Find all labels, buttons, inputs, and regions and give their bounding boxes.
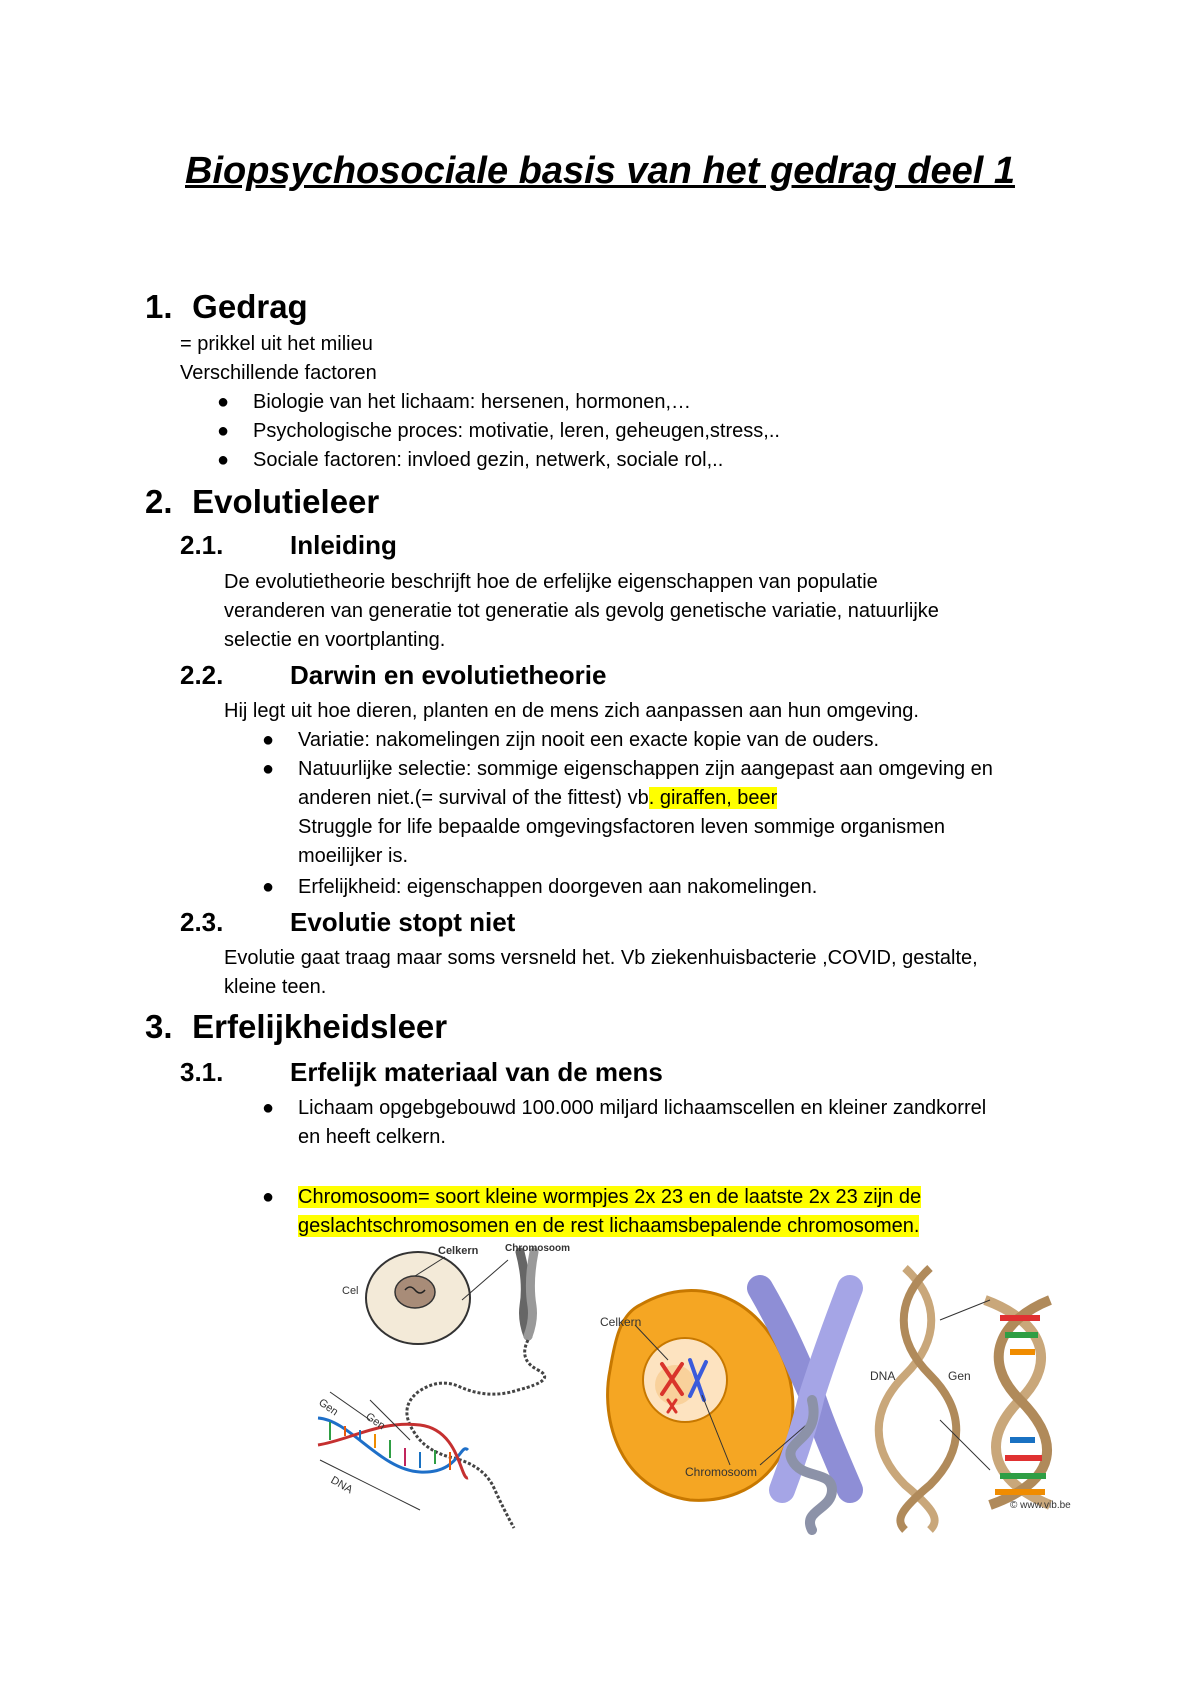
list-item: ● Lichaam opgebgebouwd 100.000 miljard lichaamscellen en kleiner zandkorrel <box>298 1094 986 1123</box>
figure-left-cell-diagram <box>316 1243 570 1528</box>
list-item: ● Natuurlijke selectie: sommige eigenschappen zijn aangepast aan omgeving en <box>298 755 993 784</box>
list-item: ● Sociale factoren: invloed gezin, netwerk, sociale rol,.. <box>253 446 723 475</box>
paragraph-line: kleine teen. <box>224 976 327 998</box>
bullet-icon: ● <box>217 391 230 413</box>
label-cel: Cel <box>342 1285 359 1297</box>
section-title: Evolutieleer <box>192 483 380 520</box>
bullet-icon: ● <box>262 1097 275 1119</box>
factors-line: Verschillende factoren <box>180 362 377 384</box>
section-title: Erfelijkheidsleer <box>192 1008 448 1045</box>
list-item-continuation: Struggle for life bepaalde omgevingsfactoren leven sommige organismen <box>298 816 946 838</box>
paragraph-line: Evolutie gaat traag maar soms versneld het. Vb ziekenhuisbacterie ,COVID, gestalte, <box>224 947 978 969</box>
nucleus-shape <box>395 1276 435 1308</box>
paragraph-line: De evolutietheorie beschrijft hoe de erfelijke eigenschappen van populatie <box>224 571 878 593</box>
paragraph-line: selectie en voortplanting. <box>224 629 446 651</box>
subsection-2-1-heading: 2.1. Inleiding <box>180 530 397 560</box>
subsection-2-2-heading: 2.2. Darwin en evolutietheorie <box>180 660 607 690</box>
document-title: Biopsychosociale basis van het gedrag deel 1 <box>185 150 1015 192</box>
section-number: 3. <box>145 1008 173 1045</box>
bullet-icon: ● <box>262 729 275 751</box>
bullet-icon: ● <box>262 876 275 898</box>
highlighted-text: . giraffen, beer <box>648 787 778 809</box>
section-title: Gedrag <box>192 288 308 325</box>
subsection-2-3-heading: 2.3. Evolutie stopt niet <box>180 907 516 937</box>
label-dna: DNA <box>328 1474 355 1497</box>
label-dna: DNA <box>870 1369 896 1383</box>
list-item: ● Erfelijkheid: eigenschappen doorgeven aan nakomelingen. <box>298 873 817 902</box>
label-celkern: Celkern <box>600 1315 642 1329</box>
label-chromosoom: Chromosoom <box>685 1465 758 1479</box>
paragraph-line: Hij legt uit hoe dieren, planten en de mens zich aanpassen aan hun omgeving. <box>224 700 919 722</box>
label-gen-1: Gen <box>316 1396 341 1419</box>
list-item: ● Variatie: nakomelingen zijn nooit een exacte kopie van de ouders. <box>298 726 879 755</box>
list-item: ● Biologie van het lichaam: hersenen, hormonen,… <box>253 388 691 417</box>
subsection-3-1-heading: 3.1. Erfelijk materiaal van de mens <box>180 1057 663 1087</box>
highlighted-text: geslachtschromosomen en de rest lichaamsbepalende chromosomen. <box>298 1215 920 1237</box>
list-item-continuation: moeilijker is. <box>298 845 409 867</box>
coil-strand <box>407 1340 545 1528</box>
label-celkern: Celkern <box>438 1245 479 1257</box>
section-number: 2. <box>145 483 173 520</box>
label-gen: Gen <box>948 1369 971 1383</box>
definition-line: = prikkel uit het milieu <box>180 333 373 355</box>
bullet-icon: ● <box>262 758 275 780</box>
bullet-icon: ● <box>262 1186 275 1208</box>
section-number: 1. <box>145 288 173 325</box>
label-gen-2: Gen <box>363 1410 388 1433</box>
highlighted-text: Chromosoom= soort kleine wormpjes 2x 23 en de laatste 2x 23 zijn de <box>298 1186 922 1208</box>
list-item: ● Psychologische proces: motivatie, leren, geheugen,stress,.. <box>253 417 780 446</box>
bullet-icon: ● <box>217 449 230 471</box>
list-item-continuation: anderen niet.(= survival of the fittest) vb. giraffen, beer <box>298 787 778 809</box>
list-item-continuation: en heeft celkern. <box>298 1126 446 1148</box>
bullet-icon: ● <box>217 420 230 442</box>
figure-right-cell-diagram <box>600 1268 1071 1530</box>
paragraph-line: veranderen van generatie tot generatie als gevolg genetische variatie, natuurlijke <box>224 600 939 622</box>
label-chromosoom: Chromosoom <box>505 1243 570 1254</box>
label-copyright: © www.vib.be <box>1010 1500 1071 1511</box>
